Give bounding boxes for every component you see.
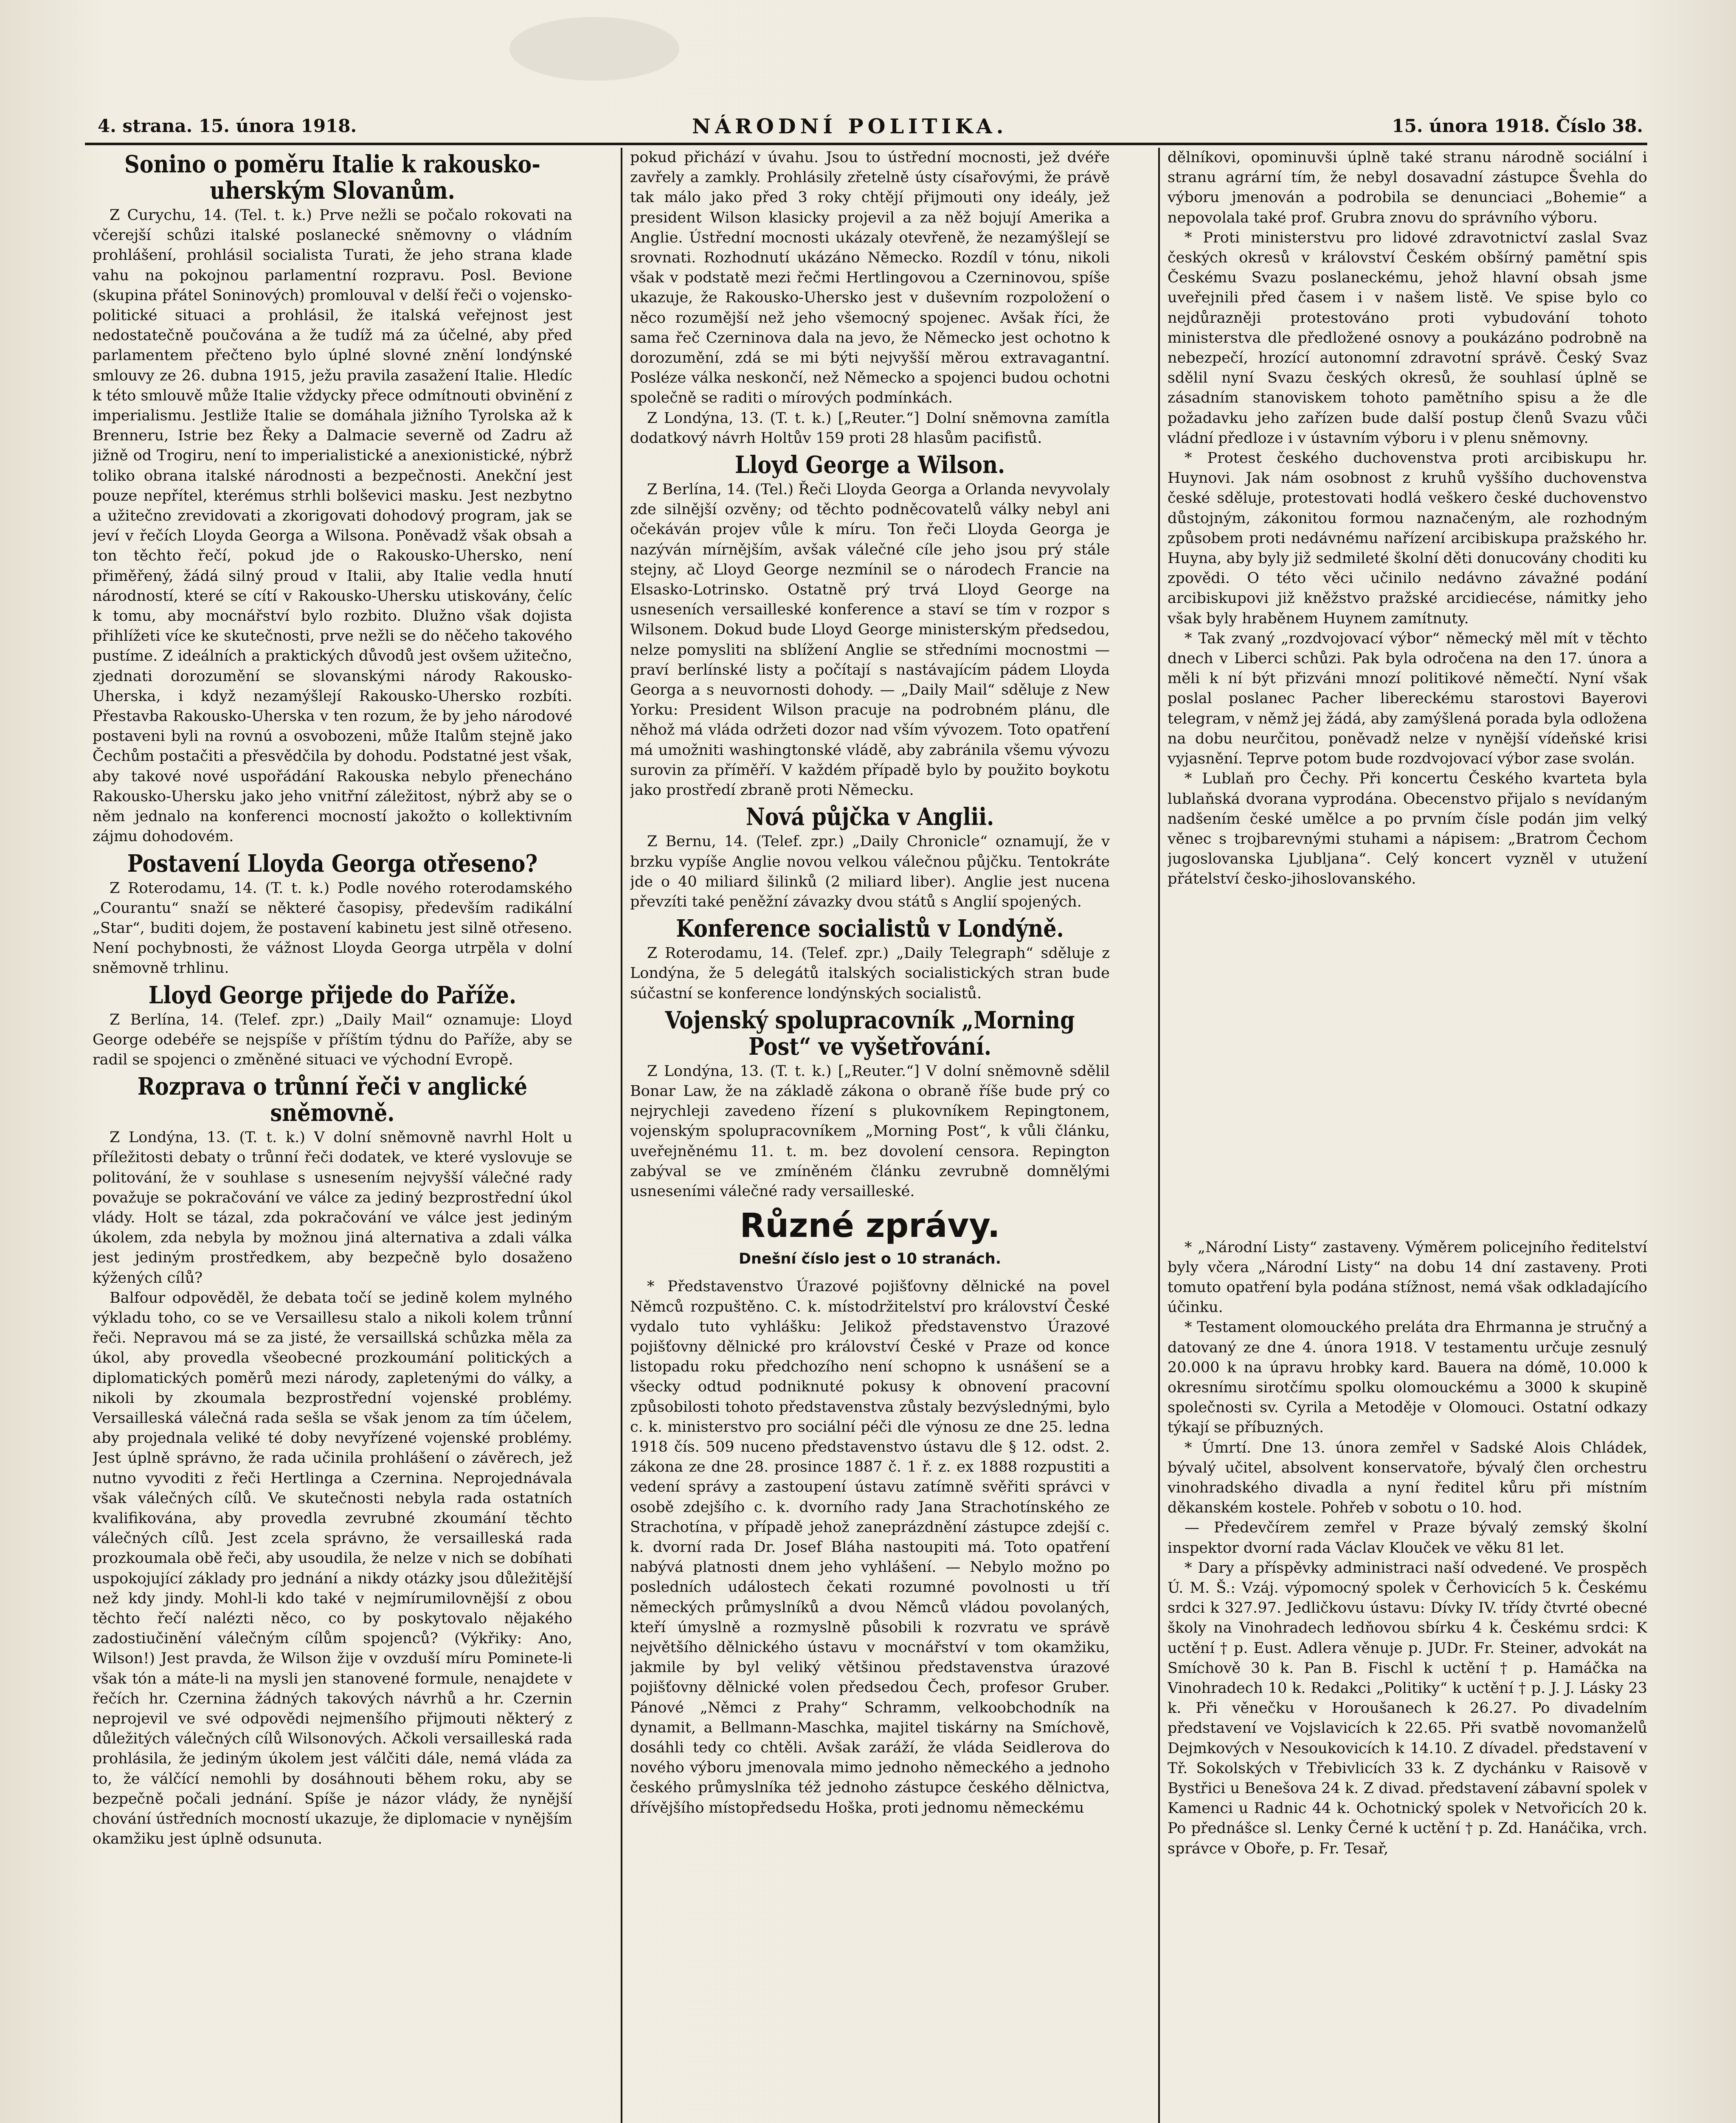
headline-lloyd-george-position: Postavení Lloyda Georga otřeseno? (127, 849, 538, 878)
article-paragraph: — Předevčírem zemřel v Praze bývalý zemský školní inspektor dvorní rada Václav Klouček ve věku 81 let. (1168, 1519, 1647, 1557)
headline-lloyd-george-paris: Lloyd George přijede do Paříže. (148, 981, 517, 1009)
article-paragraph: Z Londýna, 13. (T. t. k.) [„Reuter.“] Dolní sněmovna zamítla dodatkový návrh Holtův 159 proti 28 hlasům pacifistů. (630, 409, 1110, 447)
headline-new-loan-england: Nová půjčka v Anglii. (746, 803, 994, 831)
page-header (98, 111, 1643, 141)
headline-socialist-conference: Konference socialistů v Londýně. (676, 915, 1064, 943)
header-issue-number: 15. února 1918. Číslo 38. (1392, 115, 1643, 136)
article-paragraph: * Tak zvaný „rozdvojovací výbor“ německý měl mít v těchto dnech v Liberci schůzi. Pak byla odročena na den 17. února a měli k ní být přizváni mnozí politikové němečtí. Nyní však poslal poslanec Pacher libereckému starostovi Bayerovi telegram, v němž jej žádá, aby zamýšlená porada byla odložena na dobu neurčitou, poněvadž nelze v nynější vídeňské krisi vyjasnění. Teprve potom bude rozdvojovací výbor zase svolán. (1168, 630, 1647, 768)
headline-throne-speech-debate: Rozprava o trůnní řeči v anglické sněmovně. (137, 1073, 528, 1127)
column-2 (630, 148, 1110, 2123)
paper-stain (509, 17, 679, 81)
article-paragraph: * Dary a příspěvky administraci naší odvedené. Ve prospěch Ú. M. Š.: Vzáj. výpomocný spolek v Čerhovicích 5 k. Českému srdci k 327.97. Jedličkovu ústavu: Dívky IV. třídy čtvrté obecné školy na Vinohradech ledňovou sbírku 4 k. Českému srdci: K uctění † p. Eust. Adlera věnuje p. JUDr. Fr. Steiner, advokát na Smíchově 30 k. Pan B. Fischl k uctění † p. Hamáčka na Vinohradech 10 k. Redakci „Politiky“ k uctění † p. J. J. Lásky 23 k. Při věnečku v Horoušanech k 26.27. Po divadelním představení ve Vojslavicích k 22.65. Při svatbě novomanželů Dejmkových v Nesoukovicích k 14.10. Z dívadel. představení v Tř. Sokolských v Třebivlicích 33 k. Z dychánku v Raisově v Bystřici u Benešova 24 k. Z divad. představení zábavní spolek v Kamenci u Radnic 44 k. Ochotnický spolek v Netvořicích 20 k. Po přednášce sl. Lenky Černé k uctění † p. Zd. Hanáčika, vrch. správce v Oboře, p. Fr. Tesař, (1168, 1559, 1647, 1857)
article-paragraph: Z Roterodamu, 14. (T. t. k.) Podle nového roterodamského „Courantu“ snaží se některé časopisy, především radikální „Star“, buditi dojem, že postavení kabinetu jest silně otřeseno. Není pochybnosti, že vážnost Lloyda Georga utrpěla v dolní sněmovně trhlinu. (93, 879, 572, 977)
blank-space (1168, 890, 1647, 1238)
column-divider (621, 148, 622, 2123)
header-rule (85, 143, 1647, 145)
article-paragraph: Balfour odpověděl, že debata točí se jedině kolem mylného výkladu toho, co se ve Versaillesu stalo a nikoli kolem trůnní řeči. Nepravou má se za jisté, že versaillská schůzka měla za úkol, aby provedla všeobecné prozkoumání politických a diplomatických poměrů mezi národy, zapletenými do války, a nikoli by zkoumala bezprostřední vojenské problémy. Versailleská válečná rada sešla se však jenom za tím účelem, aby projednala veliké té doby nevyřízené vojenské problémy. Jest úplně správno, že rada učinila prohlášení o závěrech, jež nutno vyvoditi z řeči Hertlinga a Czernina. Neprojednávala však válečných cílů. Ve skutečnosti nebyla rada ostatních kvalifikována, aby provedla zevrubné zkoumání těchto válečných cílů. Jest zcela správno, že versailleská rada prozkoumala obě řeči, aby usoudila, že nelze v nich se dobíhati uspokojující základy pro jednání a nikdy otázky jsou důležitější než kdy jindy. Mohl-li kdo také v nejmírumilovnější z obou těchto řečí nalézti něco, co by poskytovalo nějakého zadostiučinění válečným cílům spojenců? (Výkřiky: Ano, Wilson!) Jest pravda, že Wilson žije v ovzduší míru Pominete-li však tón a máte-li na mysli jen stanovené formule, nenajdete v řečích hr. Czernina žádných takových návrhů a hr. Czernin neprojevil ve své odpovědi nejmenšího přijmouti některý z důležitých válečných cílů Wilsonových. Ačkoli versailleská rada prohlásila, že jediným úkolem jest válčiti dále, nemá vláda za to, že válčící nemohli by dosáhnouti během roku, aby se bezpečně počali jednání. Spíše je názor vlády, že nynější chování ústředních mocností ukazuje, že diplomacie v nynějším okamžiku jest úplně odsunuta. (93, 1289, 572, 1848)
article-paragraph: Z Londýna, 13. (T. t. k.) V dolní sněmovně navrhl Holt u příležitosti debaty o trůnní řeči dodatek, ve které vyslovuje se politování, že v souhlase s usnesením nejvyšší válečné rady považuje se pokračování ve válce za jediný bezprostřední úkol vlády. Holt se tázal, zda pokračování ve válce jest jediným úkolem, zda nebyla by možnou jiná alternativa a zdali válka jest jediným prostředkem, aby bezpečně bylo dosaženo kýžených cílů? (93, 1129, 572, 1287)
headline-lloyd-george-wilson: Lloyd George a Wilson. (734, 451, 1005, 479)
header-page-date: 4. strana. 15. února 1918. (98, 115, 357, 136)
column-1 (93, 148, 572, 2123)
article-paragraph: * Představenstvo Úrazové pojišťovny dělnické na povel Němců rozpuštěno. C. k. místodržitelství pro království České vydalo tuto vyhlášku: Jelikož představenstvo Úrazové pojišťovny dělnické pro království České v Praze od konce listopadu roku předchozího není schopno k usnášení se a všecky odtud podniknuté pokusy k obnovení pracovní způsobilosti tohoto představenstva zůstaly bezvýslednými, bylo c. k. ministerstvo pro sociální péči dle výnosu ze dne 25. ledna 1918 čís. 509 nuceno představenstvo ústavu dle § 12. odst. 2. zákona ze dne 28. prosince 1887 č. 1 ř. z. ex 1888 rozpustiti a vedení správy a zastoupení ústavu zatímně svěřiti správci v osobě zdejšího c. k. dvorního rady Jana Strachotínského ze Strachotína, v případě jehož zaneprázdnění zástupce zdejší c. k. dvorní rada Dr. Josef Bláha nastoupiti má. Toto opatření nabývá platnosti dnem jeho vyhlášení. — Nebylo možno po posledních událostech čekati rozumné povolnosti u tří německých průmyslníků a dvou Němců vládou povolaných, kteří úmyslně a rozmyslně působili k rozvratu ve správě největšího dělnického ústavu v mocnářství v tom okamžiku, jakmile by byl veliký většinou představenstva úrazové pojišťovny dělnické volen předsedou Čech, profesor Gruber. Pánové „Němci z Prahy“ Schramm, velkoobchodník na dynamit, a Bellmann-Maschka, majitel tiskárny na Smíchově, dosáhli tedy co chtěli. Avšak zaráží, že vláda Seidlerova do nového výboru jmenovala mimo jednoho německého a jednoho českého průmyslníka též jednoho zástupce českého dělnictva, dřívějšího místopředsedu Hoška, proti jednomu německému (630, 1278, 1110, 1816)
article-paragraph: * Testament olomouckého preláta dra Ehrmanna je stručný a datovaný ze dne 4. února 1918. V testamentu určuje zesnulý 20.000 k na úpravu hrobky kard. Bauera na dómě, 10.000 k okresnímu sirotčímu spolku olomouckému a 3000 k skupině společnosti sv. Cyrila a Metoděje v Olomouci. Ostatní odkazy týkají se příbuzných. (1168, 1319, 1647, 1436)
article-paragraph: Z Londýna, 13. (T. t. k.) [„Reuter.“] V dolní sněmovně sdělil Bonar Law, že na základě zákona o obraně říše bude prý co nejrychleji zavedeno řízení s plukovníkem Repingtonem, vojenským spolupracovníkem „Morning Post“, k vůli článku, uveřejněnému 11. t. m. bez dovolení censora. Repington zabýval se ve zmíněném článku zevrubně domnělými usneseními válečné rady versailleské. (630, 1062, 1110, 1200)
article-paragraph: Z Bernu, 14. (Telef. zpr.) „Daily Chronicle“ oznamují, že v brzku vypíše Anglie novou velkou válečnou půjčku. Tentokráte jde o 40 miliard šilinků (2 miliard liber). Anglie jest nucena převzíti také peněžní závazky dvou států s Anglií spojených. (630, 833, 1110, 910)
article-paragraph: dělníkovi, opominuvši úplně také stranu národně sociální i stranu agrární tím, že nebyl dosavadní zástupce Švehla do výboru jmenován a podrobila se denunciaci „Bohemie“ a nepovolala také prof. Grubra znovu do správního výboru. (1168, 149, 1647, 226)
article-paragraph: Z Berlína, 14. (Telef. zpr.) „Daily Mail“ oznamuje: Lloyd George odebéře se nejspíše v příštím týdnu do Paříže, aby se radil se spojenci o změněné situaci ve východní Evropě. (93, 1011, 572, 1068)
page-count-note: Dnešní číslo jest o 10 stranách. (739, 1250, 1001, 1268)
headline-morning-post: Vojenský spolupracovník „Morning Post“ ve vyšetřování. (665, 1006, 1075, 1061)
article-paragraph: * Úmrtí. Dne 13. února zemřel v Sadské Alois Chládek, bývalý učitel, absolvent konservatoře, bývalý člen orchestru vinohradského divadla a nyní ředitel kůru při místním děkanském kostele. Pohřeb v sobotu o 10. hod. (1168, 1439, 1647, 1517)
article-paragraph: * „Národní Listy“ zastaveny. Výměrem policejního ředitelství byly včera „Národní Listy“ na dobu 14 dní zastaveny. Proti tomuto opatření byla podána stížnost, nemá však odkladajícího účinku. (1168, 1239, 1647, 1316)
article-paragraph: Z Curychu, 14. (Tel. t. k.) Prve nežli se počalo rokovati na včerejší schůzi italské poslanecké sněmovny o vládním prohlášení, prohlásil socialista Turati, že jeho strana klade vahu na pokojnou parlamentní rozpravu. Posl. Bevione (skupina přátel Soninových) promlouval v delší řeči o vojensko-politické situaci a prohlásil, že italská veřejnost jest nedostatečně poučována a že tudíž má za účelné, aby před parlamentem přečteno bylo úplné slovné znění londýnské smlouvy ze 26. dubna 1915, ježu pravila zasažení Italie. Hledíc k této smlouvě může Italie vždycky přece odmítnouti obvinění z imperialismu. Jestliže Italie se domáhala jižního Tyrolska až k Brenneru, Istrie bez Řeky a Dalmacie severně od Zadru až jižně od Trogiru, není to imperialistické a anexionistické, nýbrž toliko obrana italské národnosti a bezpečnosti. Anekční jest pouze nepřítel, kterémus strhli bolševici masku. Jest nezbytno a užitečno zrevidovati a zkorigovati dohodový program, jak se jeví v řečích Lloyda Georga a Wilsona. Poněvadž však obsah a ton těchto řečí, pokud jde o Rakousko-Uhersko, není přiměřený, žádá silný proud v Italii, aby Italie vedla hnutí národností, které se cítí v Rakousko-Uhersku utiskovány, čelíc k tomu, aby mocnářství bylo rozbito. Dlužno však dojista přihlížeti více ke skutečnosti, prve nežli se do něčeho takového pustíme. Z ideálních a praktických důvodů jest ovšem užitečno, zjednati dorozumění se slovanskými národy Rakousko-Uherska, i když nezamýšlejí Rakousko-Uhersko rozbíti. Přestavba Rakousko-Uherska v ten rozum, že by jeho národové postaveni byli na rovnú a osvobozeni, může Italům stejně jako Čechům postačiti a přesvědčila by dohodu. Podstatné jest však, aby takové nové uspořádání Rakouska nebylo přenecháno Rakousko-Uhersku jako jeho vnitřní záležitost, nýbrž aby se o něm jednalo na konferenci mocností jakožto o kollektivním zájmu dohodovém. (93, 207, 572, 845)
article-paragraph: * Protest českého duchovenstva proti arcibiskupu hr. Huynovi. Jak nám osobnost z kruhů vyššího duchovenstva české sděluje, protestovati hodlá veškero české duchovenstvo důstojným, zákonitou formou naznačeným, ale rozhodným způsobem proti nedávnému nařízení arcibiskupa pražského hr. Huyna, aby byly již sedmileté školní děti donucovány choditi ku zpovědi. O této věci učinilo nedávno závažné podání arcibiskupovi již kněžstvo pražské arcidiecése, námitky jeho však byly hraběnem Huynem zamítnuty. (1168, 450, 1647, 627)
article-paragraph: * Proti ministerstvu pro lidové zdravotnictví zaslal Svaz českých okresů v království Českém obšírný pamětní spis Českému Svazu poslaneckému, jehož hlavní obsah jsme uveřejnili před časem i v našem listě. Ve spise bylo co nejdůrazněji protestováno proti vybudování tohoto ministerstva dle předložené osnovy a poukázáno podrobně na nebezpečí, hrozící autonomní zdravotní správě. Český Svaz sdělil nyní Svazu českých okresů, že souhlasí úplně se zásadním stanoviskem tohoto pamětního spisu a že dle požadavku jeho zařízen bude další postup členů Svazu vůči vládní předloze i v ústavním výboru i v plenu sněmovny. (1168, 229, 1647, 447)
article-paragraph: Z Roterodamu, 14. (Telef. zpr.) „Daily Telegraph“ sděluje z Londýna, že 5 delegátů italských socialistických stran bude súčastní se konference londýnských socialistů. (630, 945, 1110, 1002)
article-paragraph: * Lublaň pro Čechy. Při koncertu Českého kvarteta byla lublaňská dvorana vyprodána. Obecenstvo přijalo s nevídaným nadšením české umělce a po prvním čísle podán jim velký věnec s trojbarevnými stuhami a nápisem: „Bratrom Čechom jugoslovanska Ljubljana“. Celý koncert vyzněl v utužení přátelství česko-jihoslovanského. (1168, 770, 1647, 888)
column-divider (1158, 148, 1160, 2123)
article-paragraph: Z Berlína, 14. (Tel.) Řeči Lloyda Georga a Orlanda nevyvolaly zde silnější ozvěny; od těchto podněcovatelů války nebyl ani očekáván projev vůle k míru. Ton řeči Lloyda Georga je nazýván mírnějším, avšak válečné cíle jeho jsou prý stále stejny, ač Lloyd George nezmínil se o národech Francie na Elsasko-Lotrinsko. Ostatně prý trvá Lloyd George na usneseních versailleské konference a staví se tím v rozpor s Wilsonem. Dokud bude Lloyd George ministerským předsedou, nelze pomysliti na sblížení Anglie se středními mocnostmi — praví berlínské listy a počítají s nastávajícím pádem Lloyda Georga a s neuvornosti dohody. — „Daily Mail“ sděluje z New Yorku: President Wilson pracuje na podrobném plánu, dle něhož má vláda održeti dozor nad vším vývozem. Toto opatření má umožniti washingtonské vládě, aby zabránila všemu vývozu surovin za příměří. V každém případě bylo by použito boykotu jako prostředí zbraně proti Německu. (630, 481, 1110, 799)
column-3 (1168, 148, 1647, 2123)
section-title-various-news: Různé zprávy. (740, 1207, 1000, 1245)
masthead-title: NÁRODNÍ POLITIKA. (692, 115, 1008, 138)
article-paragraph: pokud přichází v úvahu. Jsou to ústřední mocnosti, jež dvéře zavřely a zamkly. Prohlásily zřetelně ústy císařovými, že právě tak málo jako před 3 roky chtějí přijmouti ony ideály, jež president Wilson klasicky projevil a za něž bojují Amerika a Anglie. Ústřední mocnosti ukázaly otevřeně, že nezamýšlejí se srovnati. Rozhodnutí ukázáno Německo. Rozdíl v tónu, nikoli však v podstatě mezi řečmi Hertlingovou a Czerninovou, spíše ukazuje, že Rakousko-Uhersko jest v duševním rozpoložení o něco rozumější než jeho všemocný spojenec. Avšak říci, že sama řeč Czerninova dala na jevo, že Německo jest ochotno k dorozumění, zdá se mi býti nejvyšší měrou extravagantní. Posléze válka neskončí, než Německo a spojenci budou ochotni společně se raditi o mírových podmínkách. (630, 149, 1110, 407)
headline-sonino: Sonino o poměru Italie k rakousko-uherským Slovanům. (124, 150, 540, 205)
